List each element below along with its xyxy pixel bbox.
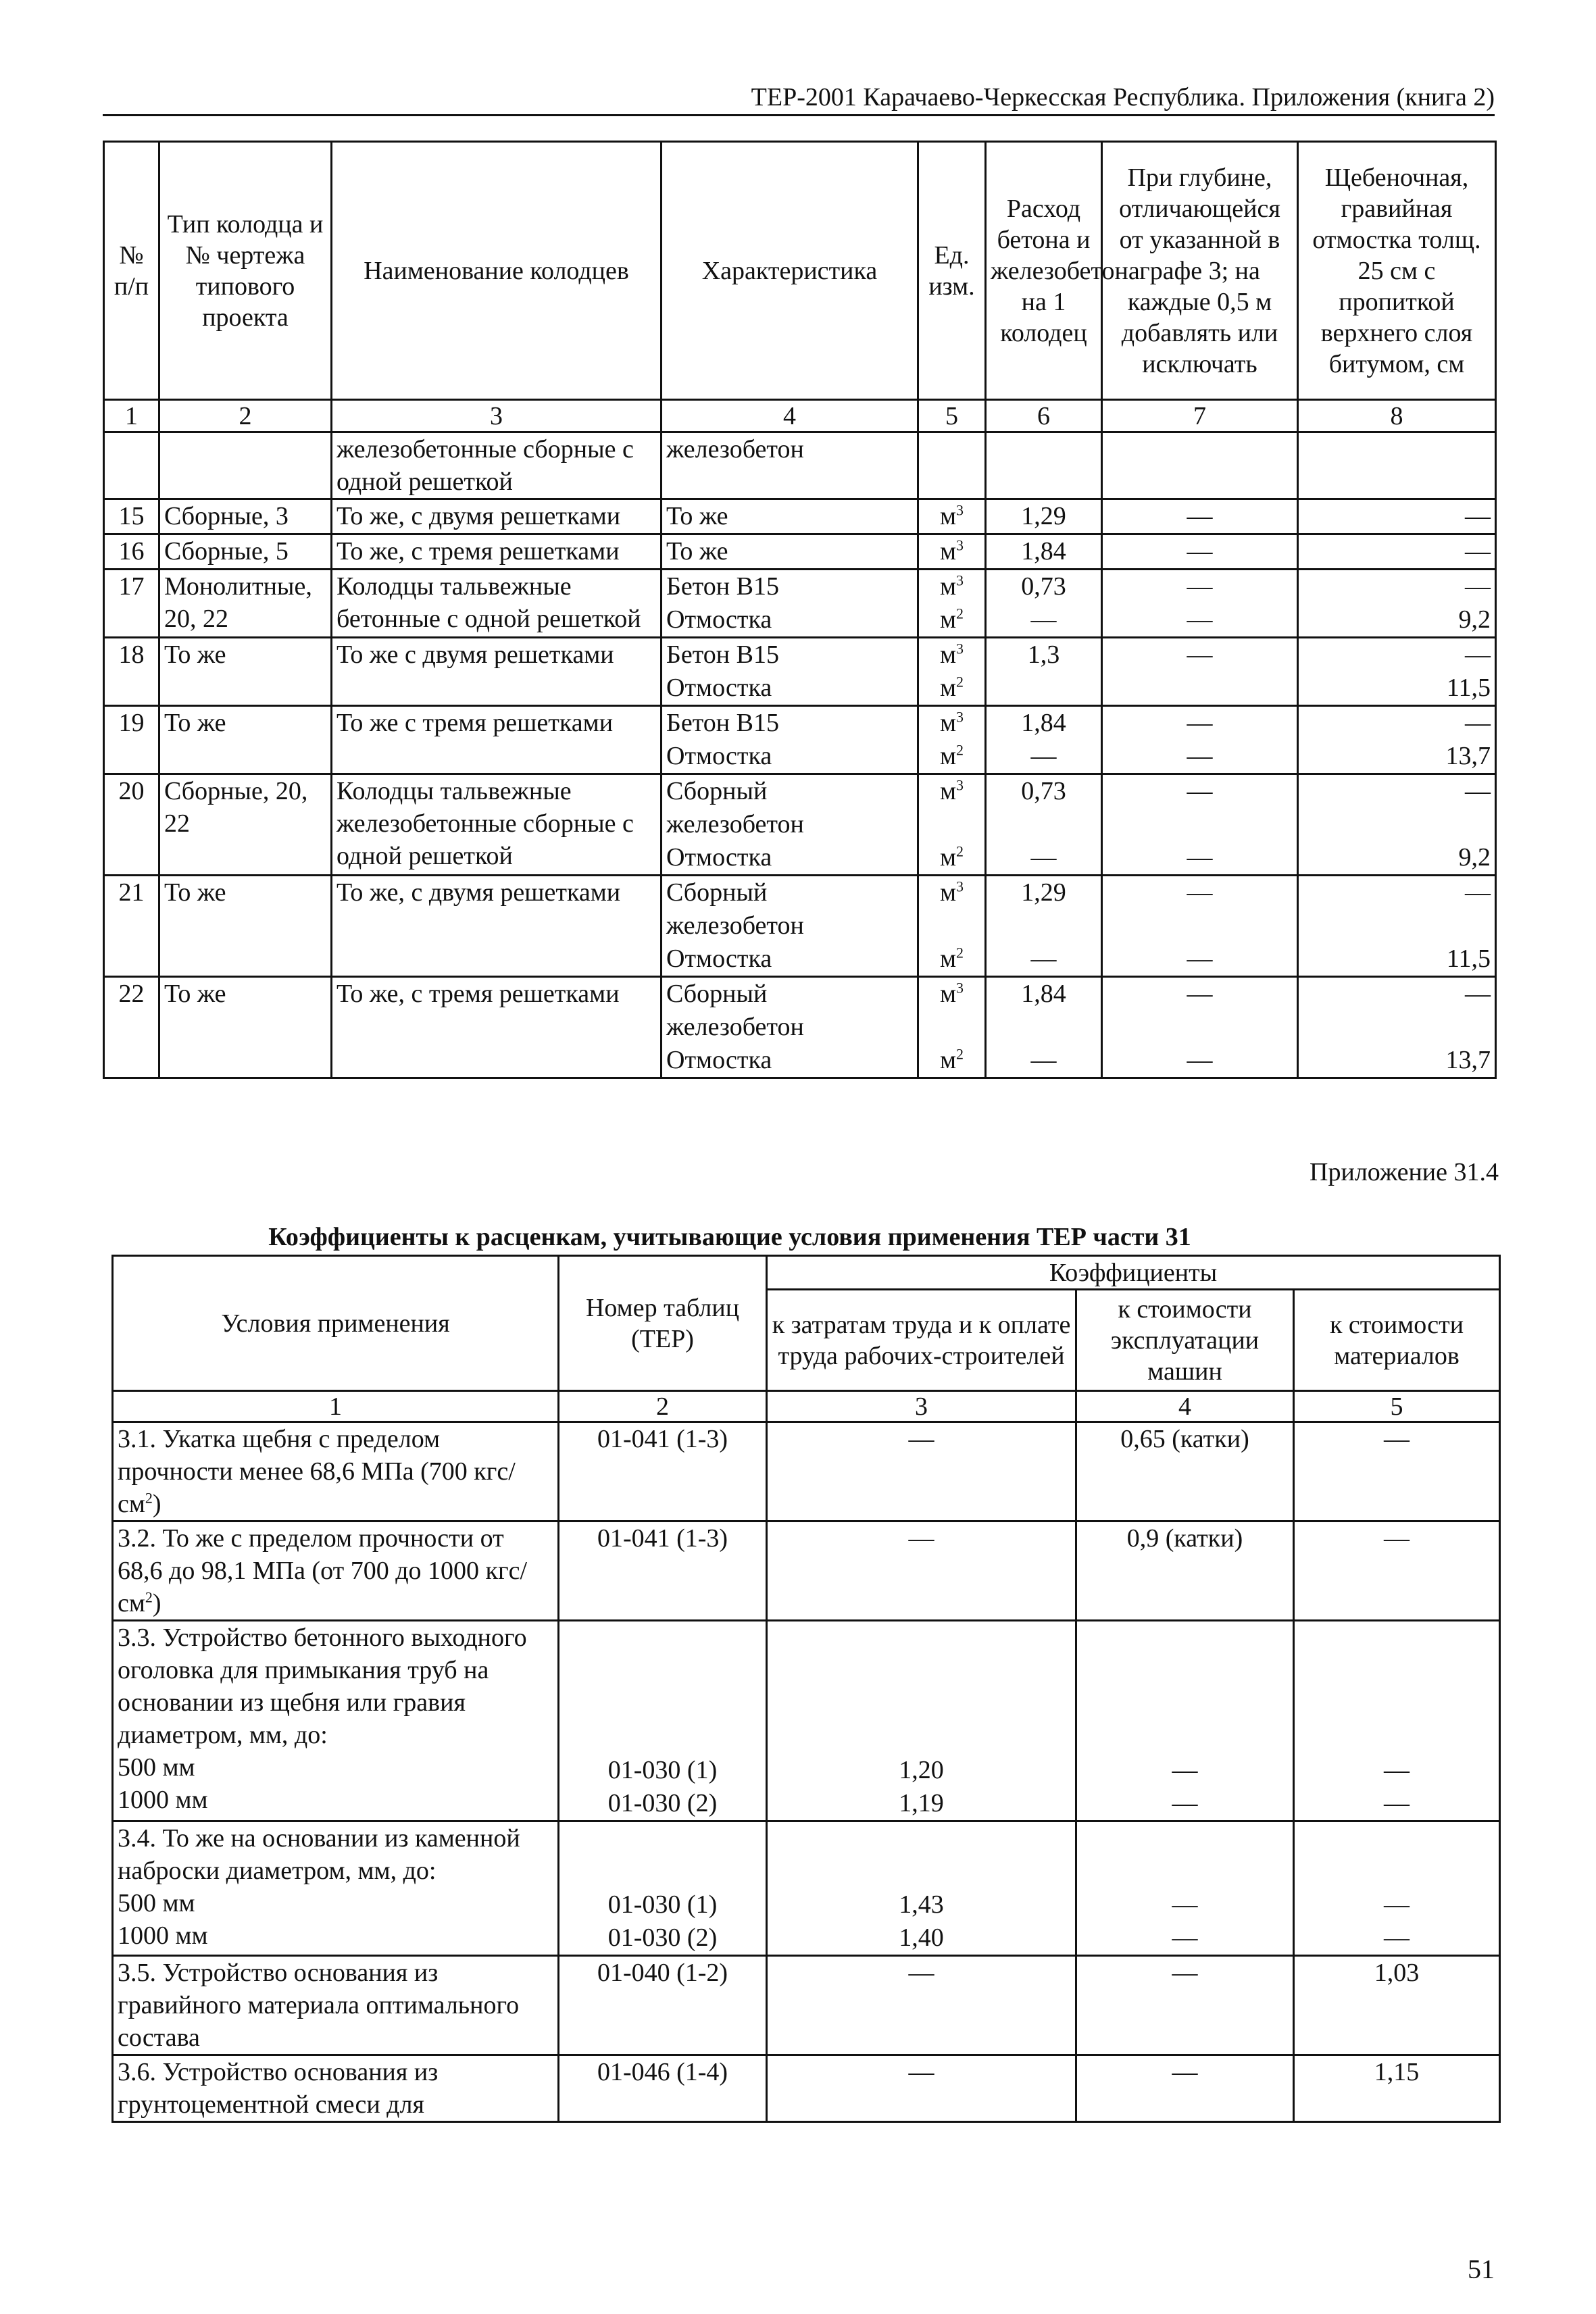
cell-condition: 3.5. Устройство основания из гравийного материала оптимального состава [113,1956,559,2055]
col-number: 1 [104,400,159,432]
cell-condition: 3.6. Устройство основания из грунтоцементной смеси для [113,2055,559,2122]
col-number: 6 [986,400,1102,432]
cell-type: Сборные, 20, 22 [159,774,332,876]
cell-name: То же с двумя решетками [332,638,662,706]
cell-depth: — [1102,638,1298,706]
cell-no [104,432,159,499]
cell-material-coef: 1,03 [1294,1956,1500,2055]
cell-type [159,432,332,499]
cell-unit: $м^3$ $м^2$ [918,570,986,638]
col-header-coefficients: Коэффициенты [767,1256,1500,1290]
col-number: 4 [1076,1391,1294,1422]
cell-unit: $м^3$ $м^2$ [918,977,986,1078]
cell-unit [918,432,986,499]
cell-consumption: 1,84 — [986,977,1102,1078]
cell-characteristic: Бетон В15 Отмостка [662,570,918,638]
col-number: 1 [113,1391,559,1422]
cell-material-coef: 1,15 [1294,2055,1500,2122]
table-row [104,638,1496,706]
table-row [104,706,1496,774]
cell-name: То же, с тремя решетками [332,977,662,1078]
cell-table-no: 01-030 (1) 01-030 (2) [559,1621,767,1821]
cell-paving: — [1298,534,1496,570]
table-row [104,774,1496,876]
coefficients-table-body [113,1422,1500,2122]
cell-name: То же, с двумя решетками [332,876,662,977]
table-row [104,432,1496,499]
cell-table-no: 01-041 (1-3) [559,1422,767,1521]
cell-paving: — 13,7 [1298,706,1496,774]
cell-consumption: 1,84 [986,534,1102,570]
cell-depth: — [1102,499,1298,534]
cell-paving: — 13,7 [1298,977,1496,1078]
cell-consumption: 0,73 — [986,774,1102,876]
cell-consumption: 1,84 — [986,706,1102,774]
table-row [113,1521,1500,1621]
cell-depth: — — [1102,706,1298,774]
cell-paving: — 11,5 [1298,638,1496,706]
table-row [113,1956,1500,2055]
cell-depth [1102,432,1298,499]
col-header-materials: к стоимости материалов [1294,1290,1500,1391]
cell-unit: $м^3$ $м^2$ [918,706,986,774]
cell-condition: 3.3. Устройство бетонного выходного оголовка для примыкания труб на основании из щебня или гравия диаметром, мм, до: 500 мм 1000 мм [113,1621,559,1821]
cell-name: То же, с двумя решетками [332,499,662,534]
cell-material-coef: — [1294,1422,1500,1521]
cell-depth: — — [1102,570,1298,638]
cell-no: 20 [104,774,159,876]
cell-unit: $м^3$ $м^2$ [918,774,986,876]
cell-characteristic: Сборный железобетон Отмостка [662,977,918,1078]
cell-unit: $м^3$ [918,499,986,534]
cell-no: 16 [104,534,159,570]
col-header-conditions: Условия применения [113,1256,559,1391]
cell-no: 17 [104,570,159,638]
cell-characteristic: Бетон В15 Отмостка [662,638,918,706]
cell-consumption: 1,29 — [986,876,1102,977]
coefficients-table-title: Коэффициенты к расценкам, учитывающие условия применения ТЕР части 31 [268,1223,1191,1251]
col-header-no: № п/п [104,142,159,400]
cell-condition: 3.1. Укатка щебня с пределом прочности менее 68,6 МПа (700 кгс/$см^2$) [113,1422,559,1521]
col-header-machines: к стоимости эксплуатации машин [1076,1290,1294,1391]
cell-no: 19 [104,706,159,774]
table-row [104,876,1496,977]
cell-paving: — 9,2 [1298,774,1496,876]
cell-machine-coef: 0,65 (катки) [1076,1422,1294,1521]
cell-depth: — — [1102,774,1298,876]
cell-labor-coef: — [767,2055,1076,2122]
running-header: ТЕР-2001 Карачаево-Черкесская Республика. Приложения (книга 2) [103,82,1495,116]
cell-consumption: 1,29 [986,499,1102,534]
cell-characteristic: Сборный железобетон Отмостка [662,876,918,977]
cell-characteristic: То же [662,499,918,534]
cell-type: То же [159,706,332,774]
col-header-consumption: Расход бетона и железобетона на 1 колодец [986,142,1102,400]
col-header-table-no: Номер таблиц (ТЕР) [559,1256,767,1391]
col-number: 3 [332,400,662,432]
cell-consumption [986,432,1102,499]
cell-name: Колодцы тальвежные железобетонные сборные с одной решеткой [332,774,662,876]
cell-condition: 3.2. То же с пределом прочности от 68,6 до 98,1 МПа (от 700 до 1000 кгс/$см^2$) [113,1521,559,1621]
cell-paving: — 11,5 [1298,876,1496,977]
cell-type: Сборные, 3 [159,499,332,534]
cell-table-no: 01-040 (1-2) [559,1956,767,2055]
cell-consumption: 1,3 [986,638,1102,706]
col-header-name: Наименование колодцев [332,142,662,400]
cell-characteristic: железобетон [662,432,918,499]
cell-material-coef: — — [1294,1621,1500,1821]
cell-type: То же [159,876,332,977]
cell-consumption: 0,73 — [986,570,1102,638]
col-number: 2 [159,400,332,432]
col-number: 8 [1298,400,1496,432]
table-row [113,1621,1500,1821]
cell-no: 22 [104,977,159,1078]
col-number: 3 [767,1391,1076,1422]
col-header-labor: к затратам труда и к оплате труда рабочих-строителей [767,1290,1076,1391]
col-number: 5 [1294,1391,1500,1422]
col-number: 4 [662,400,918,432]
cell-material-coef: — — [1294,1821,1500,1956]
col-header-char: Характеристика [662,142,918,400]
appendix-label: Приложение 31.4 [1310,1158,1499,1186]
cell-machine-coef: 0,9 (катки) [1076,1521,1294,1621]
cell-unit: $м^3$ $м^2$ [918,638,986,706]
cell-characteristic: Бетон В15 Отмостка [662,706,918,774]
cell-name: Колодцы тальвежные бетонные с одной решеткой [332,570,662,638]
cell-depth: — [1102,534,1298,570]
table-row [104,977,1496,1078]
cell-type: То же [159,977,332,1078]
col-number: 2 [559,1391,767,1422]
col-header-depth: При глубине, отличающейся от указанной в графе 3; на каждые 0,5 м добавлять или исключать [1102,142,1298,400]
cell-machine-coef: — — [1076,1821,1294,1956]
table-row [113,1821,1500,1956]
cell-name: То же, с тремя решетками [332,534,662,570]
table-row [113,1422,1500,1521]
col-header-type: Тип колодца и № чертежа типового проекта [159,142,332,400]
cell-type: Монолитные, 20, 22 [159,570,332,638]
col-number: 7 [1102,400,1298,432]
cell-machine-coef: — — [1076,1621,1294,1821]
cell-labor-coef: — [767,1521,1076,1621]
wells-table-body [104,432,1496,1078]
cell-depth: — — [1102,876,1298,977]
cell-name: железобетонные сборные с одной решеткой [332,432,662,499]
cell-characteristic: Сборный железобетон Отмостка [662,774,918,876]
cell-depth: — — [1102,977,1298,1078]
cell-labor-coef: — [767,1422,1076,1521]
cell-table-no: 01-041 (1-3) [559,1521,767,1621]
cell-labor-coef: — [767,1956,1076,2055]
cell-table-no: 01-046 (1-4) [559,2055,767,2122]
cell-no: 21 [104,876,159,977]
cell-no: 15 [104,499,159,534]
cell-paving: — [1298,499,1496,534]
cell-unit: $м^3$ $м^2$ [918,876,986,977]
cell-paving [1298,432,1496,499]
cell-table-no: 01-030 (1) 01-030 (2) [559,1821,767,1956]
table-row [113,2055,1500,2122]
cell-paving: — 9,2 [1298,570,1496,638]
cell-no: 18 [104,638,159,706]
cell-labor-coef: 1,20 1,19 [767,1621,1076,1821]
table-row [104,534,1496,570]
cell-machine-coef: — [1076,2055,1294,2122]
cell-condition: 3.4. То же на основании из каменной наброски диаметром, мм, до: 500 мм 1000 мм [113,1821,559,1956]
coefficients-table [111,1255,1501,2123]
table-row [104,570,1496,638]
col-header-paving: Щебеночная, гравийная отмостка толщ. 25 см с пропиткой верхнего слоя битумом, см [1298,142,1496,400]
table-row [104,499,1496,534]
cell-labor-coef: 1,43 1,40 [767,1821,1076,1956]
cell-type: То же [159,638,332,706]
page-number: 51 [1468,2254,1495,2284]
col-header-unit: Ед. изм. [918,142,986,400]
col-number: 5 [918,400,986,432]
cell-characteristic: То же [662,534,918,570]
cell-type: Сборные, 5 [159,534,332,570]
cell-machine-coef: — [1076,1956,1294,2055]
cell-name: То же с тремя решетками [332,706,662,774]
wells-table [103,141,1497,1079]
cell-unit: $м^3$ [918,534,986,570]
cell-material-coef: — [1294,1521,1500,1621]
